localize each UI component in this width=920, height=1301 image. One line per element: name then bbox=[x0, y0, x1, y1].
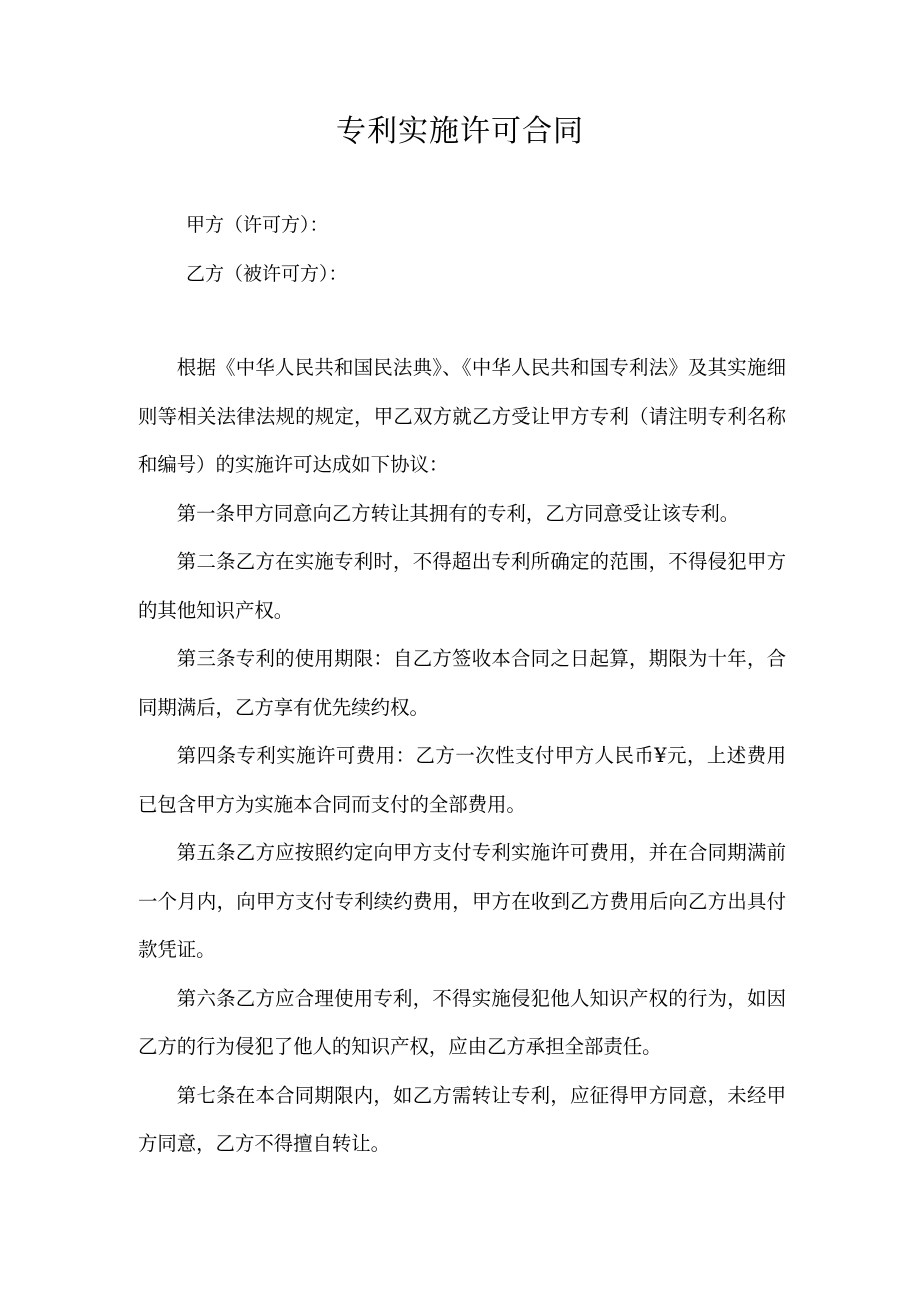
document-title: 专利实施许可合同 bbox=[336, 114, 584, 149]
article-6: 第六条乙方应合理使用专利，不得实施侵犯他人知识产权的行为，如因乙方的行为侵犯了他人的知识产权，应由乙方承担全部责任。 bbox=[138, 986, 786, 1058]
contract-body bbox=[138, 344, 786, 1169]
article-1: 第一条甲方同意向乙方转让其拥有的专利，乙方同意受让该专利。 bbox=[176, 501, 740, 525]
article-7: 第七条在本合同期限内，如乙方需转让专利，应征得甲方同意，未经甲方同意，乙方不得擅自转让。 bbox=[138, 1083, 786, 1155]
article-3: 第三条专利的使用期限：自乙方签收本合同之日起算，期限为十年，合同期满后，乙方享有优先续约权。 bbox=[138, 647, 786, 719]
article-2: 第二条乙方在实施专利时，不得超出专利所确定的范围，不得侵犯甲方的其他知识产权。 bbox=[138, 550, 786, 622]
article-5: 第五条乙方应按照约定向甲方支付专利实施许可费用，并在合同期满前一个月内，向甲方支付专利续约费用，甲方在收到乙方费用后向乙方出具付款凭证。 bbox=[138, 841, 786, 961]
party-b-line: 乙方（被许可方）： bbox=[186, 263, 348, 285]
preamble-paragraph: 根据《中华人民共和国民法典》、《中华人民共和国专利法》及其实施细则等相关法律法规的规定，甲乙双方就乙方受让甲方专利（请注明专利名称和编号）的实施许可达成如下协议： bbox=[138, 356, 786, 476]
article-4: 第四条专利实施许可费用：乙方一次性支付甲方人民币¥元，上述费用已包含甲方为实施本合同而支付的全部费用。 bbox=[138, 744, 786, 816]
party-a-line: 甲方（许可方）： bbox=[186, 214, 329, 236]
